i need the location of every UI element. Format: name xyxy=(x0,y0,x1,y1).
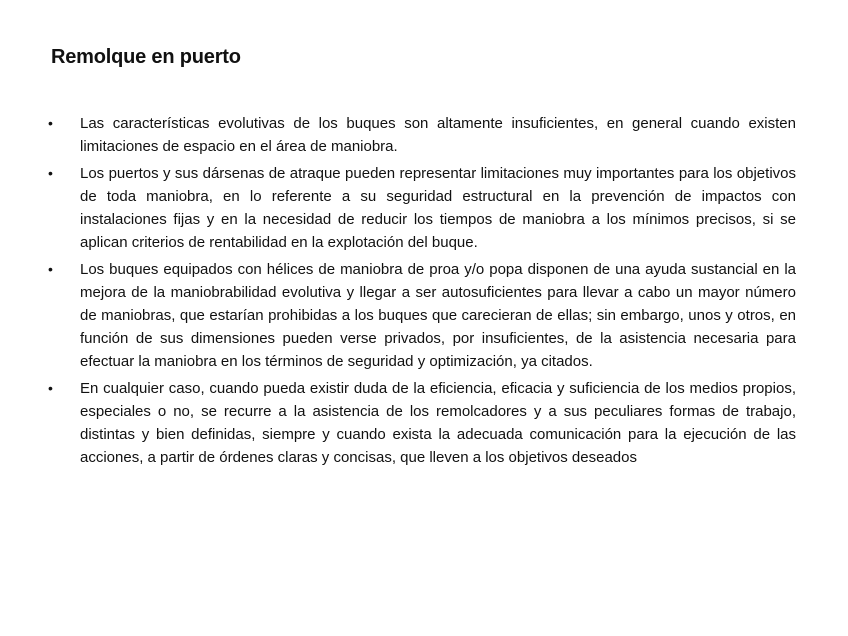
bullet-text: Los puertos y sus dársenas de atraque pueden representar limitaciones muy importantes para los objetivos de toda maniobra, en lo referente a su seguridad estructural en la prevención de impactos con instalaciones fijas y en la necesidad de reducir los tiempos de maniobra a los mínimos precisos, si se aplican criterios de rentabilidad en la explotación del buque. xyxy=(80,165,796,251)
slide-title: Remolque en puerto xyxy=(51,46,241,68)
bullet-icon: • xyxy=(48,261,53,277)
bullet-item xyxy=(44,377,796,469)
bullet-item xyxy=(44,112,796,158)
bullet-item xyxy=(44,162,796,254)
bullet-list xyxy=(44,112,796,473)
bullet-text: Los buques equipados con hélices de maniobra de proa y/o popa disponen de una ayuda sustancial en la mejora de la maniobrabilidad evolutiva y llegar a ser autosuficientes para llevar a cabo un mayor número de maniobras, que estarían prohibidas a los buques que carecieran de ellas; sin embargo, unos y otros, en función de sus dimensiones pueden verse privados, por insuficientes, de la asistencia necesaria para efectuar la maniobra en los términos de seguridad y optimización, ya citados. xyxy=(80,261,796,370)
bullet-icon: • xyxy=(48,115,53,131)
bullet-text: En cualquier caso, cuando pueda existir duda de la eficiencia, eficacia y suficiencia de los medios propios, especiales o no, se recurre a la asistencia de los remolcadores y a sus peculiares formas de trabajo, distintas y bien definidas, siempre y cuando exista la adecuada comunicación para la ejecución de las acciones, a partir de órdenes claras y concisas, que lleven a los objetivos deseados xyxy=(80,380,796,466)
bullet-item xyxy=(44,258,796,373)
bullet-icon: • xyxy=(48,380,53,396)
bullet-text: Las características evolutivas de los buques son altamente insuficientes, en general cuando existen limitaciones de espacio en el área de maniobra. xyxy=(80,115,796,155)
bullet-icon: • xyxy=(48,165,53,181)
